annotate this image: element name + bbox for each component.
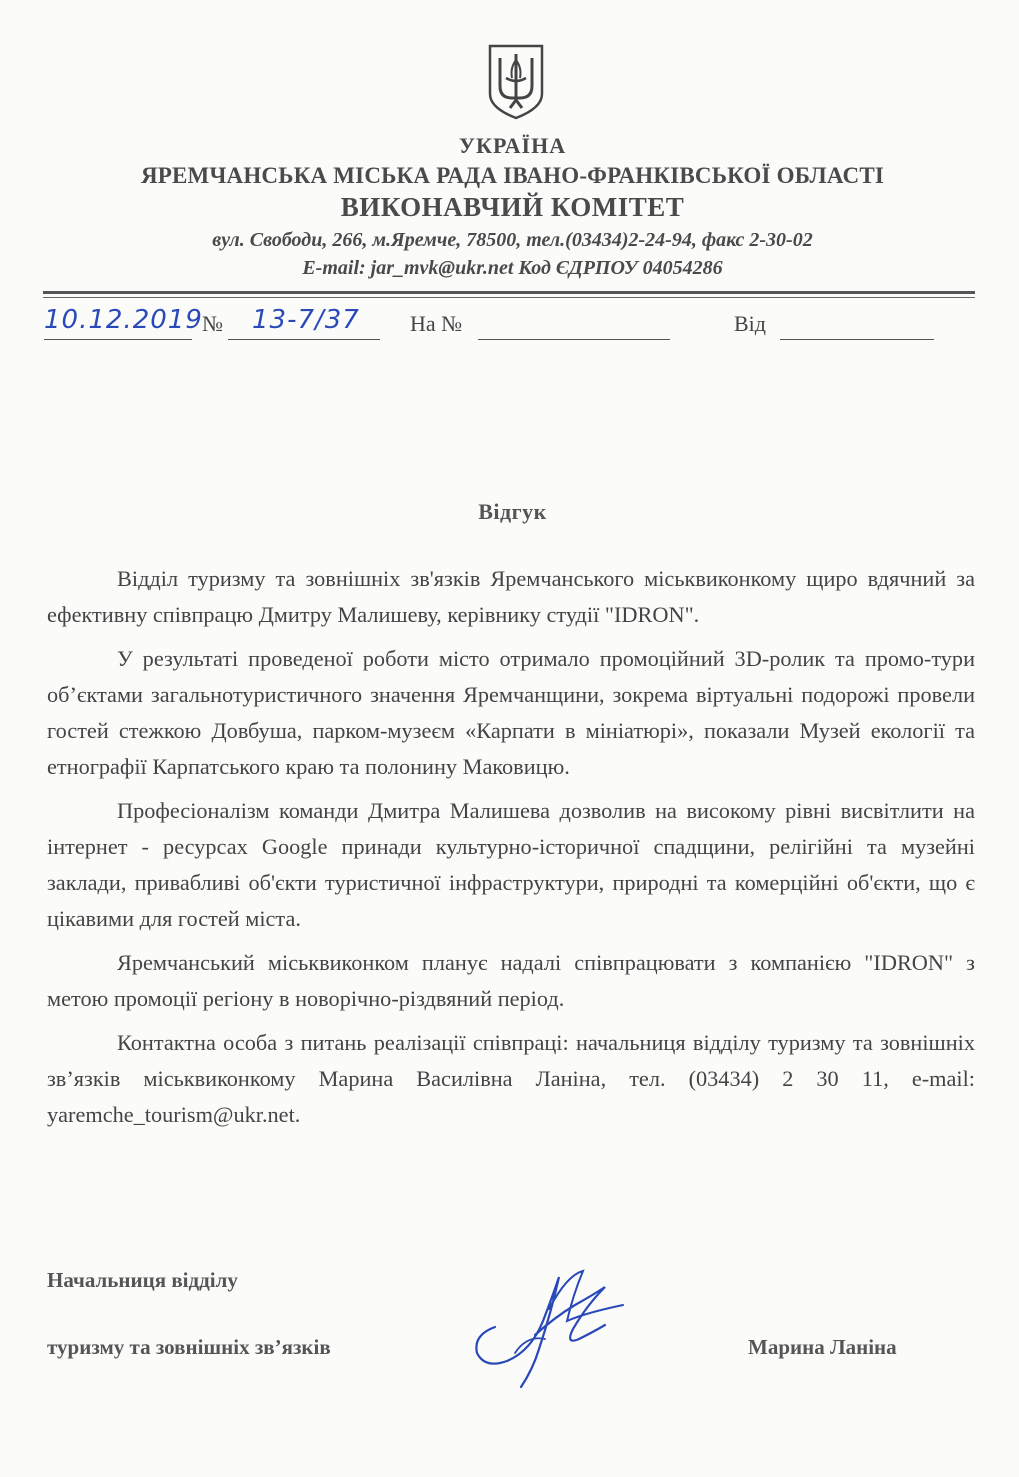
header-email: E-mail: jar_mvk@ukr.net Код ЄДРПОУ 04054286 <box>302 257 723 279</box>
registration-number: 13-7/37 <box>252 305 360 335</box>
number-underline <box>228 339 380 340</box>
header-council: ЯРЕМЧАНСЬКА МІСЬКА РАДА ІВАНО-ФРАНКІВСЬКОЇ ОБЛАСТІ <box>140 163 885 188</box>
signer-position-line1: Начальниця відділу <box>47 1268 238 1292</box>
document-body <box>47 561 975 1141</box>
header-country: УКРАЇНА <box>458 133 567 158</box>
paragraph: Яремчанський міськвиконком планує надалі співпрацювати з компанією "IDRON" з метою промоції регіону в новорічно-різдвяний період. <box>47 950 975 1011</box>
handwritten-signature <box>455 1265 635 1395</box>
paragraph: Відділ туризму та зовнішніх зв'язків Яремчанського міськвиконкому щиро вдячний за ефективну співпрацю Дмитру Малишеву, керівнику студії "IDRON". <box>47 566 975 627</box>
signer-name: Марина Ланіна <box>748 1335 897 1359</box>
header-address: вул. Свободи, 266, м.Яремче, 78500, тел.(03434)2-24-94, факс 2-30-02 <box>212 229 813 251</box>
number-label: № <box>202 311 223 336</box>
header-committee: ВИКОНАВЧИЙ КОМІТЕТ <box>340 192 685 222</box>
from-underline <box>780 339 934 340</box>
reply-underline <box>478 339 670 340</box>
reply-label: На № <box>410 311 463 336</box>
paragraph: Контактна особа з питань реалізації співпраці: начальниця відділу туризму та зовнішніх зв’язків міськвиконкому Марина Василівна Ланіна, тел. (03434) 2 30 11, e-mail: yaremche_tourism@ukr.net. <box>47 1030 975 1127</box>
paragraph: У результаті проведеної роботи місто отримало промоційний 3D-ролик та промо-тури об’єктами загальнотуристичного значення Яремчанщини, зокрема віртуальні подорожі провели гостей стежкою Довбуша, парком-музеєм «Карпати в мініатюрі», показали Музей екології та етнографії Карпатського краю та полонину Маковицю. <box>47 646 975 779</box>
date-underline <box>44 339 192 340</box>
registration-date: 10.12.2019 <box>44 305 203 335</box>
trident-emblem-icon <box>486 42 546 120</box>
header-divider-thin <box>43 297 975 298</box>
from-label: Від <box>734 311 766 336</box>
document-title: Відгук <box>478 499 547 524</box>
paragraph: Професіоналізм команди Дмитра Малишева дозволив на високому рівні висвітлити на інтернет - ресурсах Google принади культурно-історичної спадщини, релігійні та музейні заклади, привабливі об'єкти туристичної інфраструктури, природні та комерційні об'єкти, що є цікавими для гостей міста. <box>47 798 975 931</box>
header-divider-thick <box>43 291 975 294</box>
signer-position-line2: туризму та зовнішніх зв’язків <box>47 1335 331 1359</box>
